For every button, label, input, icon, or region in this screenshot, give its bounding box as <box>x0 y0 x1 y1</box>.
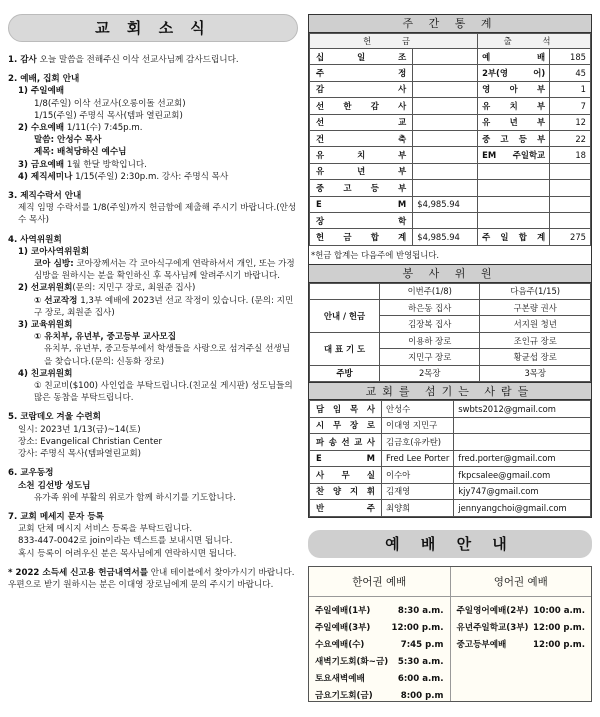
attendance-count: 1 <box>550 81 591 97</box>
stats-row <box>310 196 591 212</box>
service-time: 12:00 p.m. <box>391 623 444 633</box>
staff-name: 이수아 <box>382 467 454 484</box>
offering-amount <box>413 49 478 65</box>
news-section-retreat: 5. 코람데오 겨울 수련회 일시: 2023년 1/13(금)~14(토) 장소: Evangelical Christian Center 강사: 주명식 목사(템파열린교회) <box>8 412 163 460</box>
attendance-count: 7 <box>550 98 591 114</box>
worship-guide <box>308 566 592 702</box>
offering-label: 중 고 등 부 <box>310 180 413 196</box>
offering-label: 유 년 부 <box>310 163 413 179</box>
news-section-worship: 2. 예배, 집회 안내 1) 주일예배 1/8(주일) 이삭 선교사(오롱이돌 선교회) 1/15(주일) 주명식 목사(템파 열린교회) 2) 수요예배 1/11(수) 7:45p.m. 말씀: 안성수 목사 제목: 배척당하신 예수님 3) 금요예배 1월 한달 방학입니다. 4) 제직세미나 1/15(주일) 2:30p.m. 강사: 주명식 목사 <box>8 74 229 182</box>
offering-amount <box>413 180 478 196</box>
worship-row <box>315 671 444 688</box>
offering-amount <box>413 147 478 163</box>
serve-title: 봉 사 위 원 <box>309 265 591 283</box>
attendance-count <box>550 180 591 196</box>
staff-name: 안성수 <box>382 401 454 418</box>
news-section-tax: * 2022 소득세 신고용 헌금내역서를 안내 테이블에서 찾아가시기 바랍니다. 우편으로 받기 원하시는 분은 이대영 장로님에게 문의 주시기 바랍니다. <box>8 567 295 590</box>
worship-row <box>315 654 444 671</box>
offering-amount <box>413 130 478 146</box>
offering-label: 주 정 <box>310 65 413 81</box>
weekly-stats <box>308 14 592 518</box>
serve-cell: 지민구 장로 <box>380 349 480 365</box>
service-name: 수요예배(수) <box>315 640 365 650</box>
stats-row <box>310 98 591 114</box>
attendance-count: 18 <box>550 147 591 163</box>
serve-cell: 하은동 집사 <box>380 300 480 316</box>
service-time: 8:00 p.m <box>400 691 444 701</box>
service-time: 6:00 a.m. <box>397 674 444 684</box>
offering-label: 선 교 <box>310 114 413 130</box>
service-name: 토요새벽예배 <box>315 674 365 684</box>
attendance-label: 주 일 합 계 <box>478 229 550 245</box>
attendance-count: 185 <box>550 49 591 65</box>
offering-amount <box>413 98 478 114</box>
attendance-label <box>478 196 550 212</box>
stats-row <box>310 212 591 228</box>
staff-email <box>454 434 591 451</box>
attendance-label: 예 배 <box>478 49 550 65</box>
church-news <box>8 14 298 598</box>
stats-row <box>310 65 591 81</box>
staff-email[interactable]: swbts2012@gmail.com <box>454 401 591 418</box>
serve-cell: 서지원 청년 <box>480 316 591 332</box>
service-time: 8:30 a.m. <box>397 606 444 616</box>
offering-label: 장 학 <box>310 212 413 228</box>
serve-cell: 김장복 집사 <box>380 316 480 332</box>
service-time: 10:00 a.m. <box>533 606 585 616</box>
stats-row <box>310 147 591 163</box>
attendance-label: 영 아 부 <box>478 81 550 97</box>
staff-row <box>310 450 591 467</box>
service-name: 새벽기도회(화~금) <box>315 657 389 667</box>
attendance-count <box>550 196 591 212</box>
service-name: 주일예배(1부) <box>315 606 371 616</box>
news-section-thanks: 1. 감사 오늘 말씀을 전해주신 이삭 선교사님께 감사드립니다. <box>8 55 239 65</box>
offering-label: 십 일 조 <box>310 49 413 65</box>
worship-row <box>315 620 444 637</box>
service-name: 금요기도회(금) <box>315 691 373 701</box>
stats-row <box>310 49 591 65</box>
staff-table <box>309 400 591 517</box>
serve-cell: 2목장 <box>380 365 480 381</box>
news-section-pledge: 3. 제직수락서 안내 제직 임명 수락서를 1/8(주일)까지 헌금함에 제출해 주시기 바랍니다.(안성수 목사) <box>8 191 297 226</box>
offering-amount <box>413 163 478 179</box>
serve-table <box>309 283 591 382</box>
staff-role: 반 주 <box>310 500 382 517</box>
staff-role: 시 무 장 로 <box>310 417 382 434</box>
staff-row <box>310 401 591 418</box>
offering-amount <box>413 114 478 130</box>
offering-amount <box>413 65 478 81</box>
attendance-count <box>550 212 591 228</box>
staff-email[interactable]: kjy747@gmail.com <box>454 483 591 500</box>
service-time: 12:00 p.m. <box>533 623 585 633</box>
service-name: 주일영어예배(2부) <box>456 606 529 616</box>
serve-cell: 이용하 장로 <box>380 332 480 348</box>
english-worship <box>450 567 592 701</box>
kitchen-label: 주방 <box>310 365 380 381</box>
staff-row <box>310 483 591 500</box>
attendance-count: 22 <box>550 130 591 146</box>
serve-cell: 구본량 권사 <box>480 300 591 316</box>
news-section-members: 6. 교우동정 소천 김선방 성도님 유가족 위에 부활의 위로가 함께 하시기를 기도합니다. <box>8 468 236 503</box>
stats-row <box>310 130 591 146</box>
attendance-count: 45 <box>550 65 591 81</box>
offering-label: 유 치 부 <box>310 147 413 163</box>
offering-header: 헌 금 <box>310 34 478 49</box>
offering-label: 감 사 <box>310 81 413 97</box>
offering-label: E M <box>310 196 413 212</box>
staff-role: 담 임 목 사 <box>310 401 382 418</box>
news-section-messaging: 7. 교회 메세지 문자 등록 교회 단체 메시지 서비스 등록을 부탁드립니다. 833-447-0042로 join이라는 텍스트를 보내시면 됩니다. 혹시 등록이 어려우신 분은 목사님에게 연락하시면 됩니다. <box>8 511 237 559</box>
worship-row <box>457 637 586 654</box>
serve-cell: 조인규 장로 <box>480 332 591 348</box>
offering-amount: $4,985.94 <box>413 196 478 212</box>
staff-row <box>310 434 591 451</box>
attendance-label: 중 고 등 부 <box>478 130 550 146</box>
offering-label: 헌 금 합 계 <box>310 229 413 245</box>
attendance-count: 12 <box>550 114 591 130</box>
attendance-count: 275 <box>550 229 591 245</box>
offering-amount: $4,985.94 <box>413 229 478 245</box>
staff-email <box>454 417 591 434</box>
staff-role: 파 송 선 교 사 <box>310 434 382 451</box>
offering-amount <box>413 81 478 97</box>
attendance-label: EM 주일학교 <box>478 147 550 163</box>
attendance-label: 유 년 부 <box>478 114 550 130</box>
staff-name: 이대영 지민구 <box>382 417 454 434</box>
staff-row <box>310 467 591 484</box>
attendance-label: 유 치 부 <box>478 98 550 114</box>
service-time: 5:30 a.m. <box>397 657 444 667</box>
attendance-label: 2부(영 어) <box>478 65 550 81</box>
service-name: 유년주일학교(3부) <box>456 623 529 633</box>
attendance-label <box>478 212 550 228</box>
staff-name: 김재영 <box>382 483 454 500</box>
news-title: 교 회 소 식 <box>8 14 298 42</box>
staff-role: 사 무 실 <box>310 467 382 484</box>
staff-role: 찬 양 지 휘 <box>310 483 382 500</box>
worship-row <box>315 688 444 705</box>
worship-row <box>315 637 444 654</box>
stats-row <box>310 229 591 245</box>
staff-email[interactable]: fred.porter@gmail.com <box>454 450 591 467</box>
stats-row <box>310 163 591 179</box>
next-week-header: 다음주(1/15) <box>480 283 591 299</box>
staff-email[interactable]: fkpcsalee@gmail.com <box>454 467 591 484</box>
staff-row <box>310 417 591 434</box>
prayer-label: 대 표 기 도 <box>310 332 380 365</box>
worship-row <box>457 603 586 620</box>
korean-worship-header: 한어권 예배 <box>309 567 450 597</box>
worship-banner: 예 배 안 내 <box>308 530 592 558</box>
staff-name: 최양희 <box>382 500 454 517</box>
serve-cell: 황균섭 장로 <box>480 349 591 365</box>
attendance-label <box>478 180 550 196</box>
service-time: 12:00 p.m. <box>533 640 585 650</box>
staff-role: E M <box>310 450 382 467</box>
stats-row <box>310 81 591 97</box>
korean-worship <box>309 567 450 701</box>
serve-cell: 3목장 <box>480 365 591 381</box>
offering-label: 선 한 감 사 <box>310 98 413 114</box>
stats-table <box>309 33 591 246</box>
attendance-count <box>550 163 591 179</box>
service-name: 중고등부예배 <box>456 640 507 650</box>
service-name: 주일예배(3부) <box>315 623 371 633</box>
staff-row <box>310 500 591 517</box>
usher-label: 안내 / 헌금 <box>310 300 380 333</box>
news-section-ministry: 4. 사역위원회 1) 코아사역위원회 코아 심방: 코아장께서는 각 코아식구에게 연락하셔서 개인, 또는 가정 심방을 원하시는 분을 확인하신 후 목사님께 알려주시기 바랍니다. 2) 선교위원회(문의: 지민구 장로, 최원준 집사) ① 선교작정 1,3부 예배에 2023년 선교 작정이 있습니다. (문의: 지민구 장로, 최원준 집사) 3) 교육위원회 ① 유치부, 유년부, 중고등부 교사모집 유치부, 유년부, 중고등부에서 학생들을 사랑으로 섬겨주실 선생님을 찾습니다.(문의: 신동화 장로) 4) 친교위원회 ① 친교비($100) 사인업을 부탁드립니다.(친교실 게시판) 성도님들의 많은 동참을 부탁드립니다. <box>8 234 295 404</box>
weekly-stats-title: 주 간 통 계 <box>309 15 591 33</box>
this-week-header: 이번주(1/8) <box>380 283 480 299</box>
stats-row <box>310 114 591 130</box>
staff-title: 교회를 섬기는 사람들 <box>309 382 591 400</box>
attendance-label <box>478 163 550 179</box>
attendance-header: 출 석 <box>478 34 591 49</box>
offering-label: 건 축 <box>310 130 413 146</box>
stats-row <box>310 180 591 196</box>
staff-name: 김금호(유카탄) <box>382 434 454 451</box>
worship-row <box>315 603 444 620</box>
staff-email[interactable]: jennyangchoi@gmail.com <box>454 500 591 517</box>
stats-note: *헌금 합계는 다음주에 반영됩니다. <box>309 246 591 265</box>
worship-row <box>457 620 586 637</box>
english-worship-header: 영어권 예배 <box>451 567 592 597</box>
service-time: 7:45 p.m <box>400 640 444 650</box>
staff-name: Fred Lee Porter <box>382 450 454 467</box>
offering-amount <box>413 212 478 228</box>
